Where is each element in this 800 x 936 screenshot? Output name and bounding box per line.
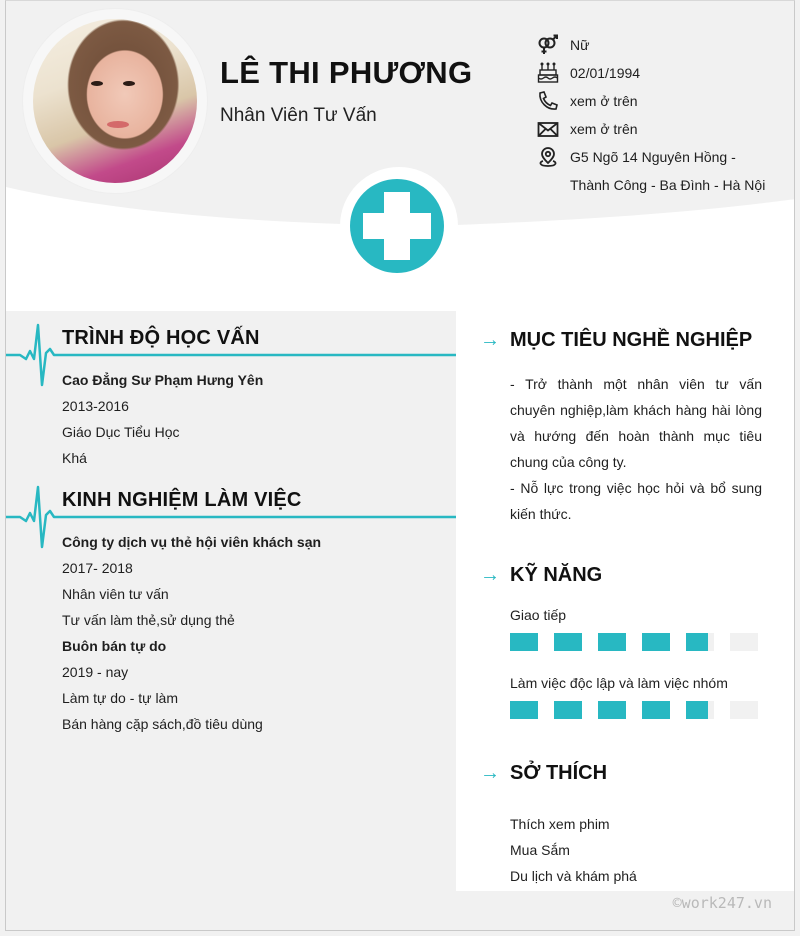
education-title: TRÌNH ĐỘ HỌC VẤN <box>62 327 260 349</box>
skill-rating-block <box>510 633 538 651</box>
hobbies-list <box>456 811 795 889</box>
cv-header <box>6 1 795 311</box>
birthday-cake-icon <box>537 62 559 84</box>
contact-info <box>536 31 795 199</box>
experience-entry: Buôn bán tự do <box>62 638 167 654</box>
objective-line: - Nỗ lực trong việc học hỏi và bổ sung kiến thức. <box>510 480 762 522</box>
skill-rating-block <box>730 701 758 719</box>
candidate-job-title: Nhân Viên Tư Vấn <box>220 105 377 126</box>
watermark: ©work247.vn <box>672 894 772 912</box>
arrow-right-icon: → <box>480 761 500 784</box>
skill-rating-block <box>554 701 582 719</box>
profile-photo-frame <box>23 9 207 193</box>
experience-entry: 2019 - nay <box>62 664 129 680</box>
envelope-icon <box>537 118 559 140</box>
experience-entry: Bán hàng cặp sách,đồ tiêu dùng <box>62 716 263 732</box>
skill-rating-block <box>554 633 582 651</box>
hobby-item: Du lịch và khám phá <box>510 868 637 884</box>
hobby-item: Thích xem phim <box>510 816 610 832</box>
arrow-right-icon: → <box>480 328 500 351</box>
heartbeat-line-icon <box>6 473 456 553</box>
contact-email <box>536 115 795 143</box>
skill-rating-block <box>730 633 758 651</box>
medical-cross-badge <box>340 167 458 285</box>
contact-address <box>536 143 795 199</box>
education-entry: Giáo Dục Tiểu Học <box>62 424 180 440</box>
skill-rating-block <box>686 633 714 651</box>
education-section-header <box>6 311 456 361</box>
experience-entry: Nhân viên tư vấn <box>62 586 169 602</box>
email-value: xem ở trên <box>570 121 638 137</box>
candidate-name: LÊ THI PHƯƠNG <box>220 55 473 90</box>
address-line-2: Thành Công - Ba Đình - Hà Nội <box>570 177 766 193</box>
arrow-right-icon: → <box>480 563 500 586</box>
experience-section-header <box>6 473 456 523</box>
contact-birthday <box>536 59 795 87</box>
map-pin-icon <box>537 147 559 169</box>
skills-section-header <box>456 547 795 603</box>
hobby-item: Mua Sắm <box>510 842 570 858</box>
hobbies-title: SỞ THÍCH <box>510 761 608 784</box>
education-entry: Khá <box>62 450 87 466</box>
skill-rating-block <box>642 633 670 651</box>
gender-value: Nữ <box>570 37 590 53</box>
photo-detail <box>91 81 103 86</box>
cv-page <box>5 0 795 931</box>
experience-entry: Làm tự do - tự làm <box>62 690 178 706</box>
objective-section-header <box>456 312 795 368</box>
left-column <box>6 311 456 931</box>
medical-cross-icon <box>350 179 444 273</box>
birthday-value: 02/01/1994 <box>570 65 641 81</box>
objective-line: - Trở thành một nhân viên tư vấn chuyên nghiệp,làm khách hàng hài lòng và hướng đến hoàn thành mục tiêu chung của công ty. <box>510 376 762 470</box>
skill-rating-block <box>510 701 538 719</box>
photo-detail <box>123 81 135 86</box>
phone-icon <box>537 90 559 112</box>
skill-rating-bar <box>510 633 795 651</box>
education-entry: Cao Đẳng Sư Phạm Hưng Yên <box>62 372 264 388</box>
skill-item <box>456 603 795 651</box>
education-entry: 2013-2016 <box>62 398 129 414</box>
right-column <box>456 311 795 891</box>
objective-text <box>456 371 795 527</box>
address-line-1: G5 Ngõ 14 Nguyên Hồng - <box>570 149 736 165</box>
skill-item <box>456 671 795 719</box>
photo-detail <box>107 121 129 128</box>
skill-rating-block <box>598 701 626 719</box>
skill-rating-block <box>598 633 626 651</box>
skill-rating-block <box>686 701 714 719</box>
experience-title: KINH NGHIỆM LÀM VIỆC <box>62 489 302 511</box>
experience-entry: Công ty dịch vụ thẻ hội viên khách sạn <box>62 534 322 550</box>
phone-value: xem ở trên <box>570 93 638 109</box>
skills-title: KỸ NĂNG <box>510 563 603 586</box>
experience-entry: Tư vấn làm thẻ,sử dụng thẻ <box>62 612 235 628</box>
profile-photo <box>33 19 197 183</box>
experience-entry: 2017- 2018 <box>62 560 133 576</box>
skill-label: Giao tiếp <box>510 607 567 623</box>
gender-icon <box>537 34 559 56</box>
heartbeat-line-icon <box>6 311 456 391</box>
objective-title: MỤC TIÊU NGHỀ NGHIỆP <box>510 328 753 351</box>
address-value <box>570 143 765 199</box>
contact-gender <box>536 31 795 59</box>
hobbies-section-header <box>456 745 795 801</box>
experience-list <box>6 529 456 737</box>
skill-label: Làm việc độc lập và làm việc nhóm <box>510 675 728 691</box>
skill-rating-block <box>642 701 670 719</box>
skill-rating-bar <box>510 701 795 719</box>
contact-phone <box>536 87 795 115</box>
